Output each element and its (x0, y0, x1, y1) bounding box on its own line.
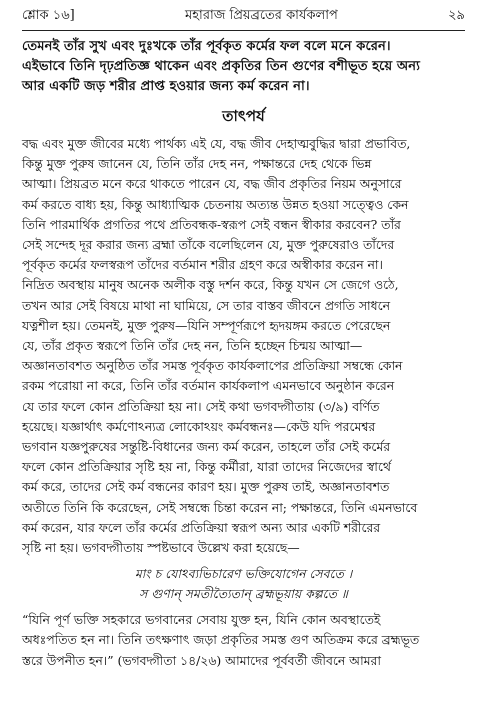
translation-line: আর একটি জড় শরীর প্রাপ্ত হওয়ার জন্য কর্ম করেন না। (22, 79, 310, 94)
purport-line: আত্মা। প্রিয়ব্রত মনে করে থাকতে পারেন যে, বদ্ধ জীব প্রকৃতির নিয়ম অনুসারে (22, 176, 402, 192)
quote-line: অধঃপতিত হন না। তিনি তৎক্ষণাৎ জড়া প্রকৃতির সমস্ত গুণ অতিক্রম করে ব্রহ্মভূত (22, 632, 420, 648)
verse-line: স গুণান্ সমতীত্যৈতান্ ব্রহ্মভূয়ায় কল্পতে ॥ (139, 586, 348, 602)
purport-line: নিদ্রিত অবস্থায় মানুষ অনেক অলীক বস্তু দর্শন করে, কিন্তু যখন সে জেগে ওঠে, (22, 277, 399, 293)
purport-line: ভগবান যজ্ঞপুরুষের সন্তুষ্টি-বিধানের জন্য কর্ম করেন, তাহলে তাঁর সেই কর্মের (22, 439, 391, 455)
purport-line: অজ্ঞানতাবশত অনুষ্ঠিত তাঁর সমস্ত পূর্বকৃত কার্যকলাপের প্রতিক্রিয়া সম্বন্ধে কোন (22, 358, 403, 374)
purport-heading: তাৎপর্য (222, 107, 265, 125)
verse-translation (22, 610, 465, 671)
header-rule (22, 30, 465, 31)
purport-line: কিন্তু মুক্ত পুরুষ জানেন যে, তিনি তাঁর দেহ নন, পক্ষান্তরে দেহ থেকে ভিন্ন (22, 156, 372, 172)
purport-line: হয়েছে। যজ্ঞার্থাৎ কর্মণোঽন্যত্র লোকোঽয়ং কর্মবন্ধনঃ—কেউ যদি পরমেশ্বর (22, 418, 376, 434)
translation-line: তেমনই তাঁর সুখ এবং দুঃখকে তাঁর পূর্বকৃত কর্মের ফল বলে মনে করেন। (22, 39, 391, 54)
purport-line: ফলে কোন প্রতিক্রিয়ার সৃষ্টি হয় না, কিন্তু কর্মীরা, যারা তাদের নিজেদের স্বার্থে (22, 459, 391, 475)
running-title: মহারাজ প্রিয়ব্রতের কার্যকলাপ (185, 8, 338, 23)
purport-body (22, 134, 465, 558)
page-number: ২৯ (448, 8, 465, 23)
purport-line: বদ্ধ এবং মুক্ত জীবের মধ্যে পার্থক্য এই যে, বদ্ধ জীব দেহাত্মবুদ্ধির দ্বারা প্রভাবিত, (22, 136, 411, 151)
quote-line: স্তরে উপনীত হন।” (ভগবদ্গীতা ১৪/২৬) আমাদের পূর্ববর্তী জীবনে আমরা (22, 652, 381, 668)
page-header (22, 6, 465, 28)
gita-verse (22, 564, 465, 604)
purport-line: যত্নশীল হয়। তেমনই, মুক্ত পুরুষ—যিনি সম্পূর্ণরূপে হৃদয়ঙ্গম করতে পেরেছেন (22, 317, 391, 333)
verse-line: মাং চ যোঽব্যভিচারেণ ভক্তিযোগেন সেবতে । (134, 566, 353, 582)
quote-line: “যিনি পূর্ণ ভক্তি সহকারে ভগবানের সেবায় যুক্ত হন, যিনি কোন অবস্থাতেই (22, 612, 381, 628)
purport-line: সৃষ্টি না হয়। ভগবদ্গীতায় স্পষ্টভাবে উল্লেখ করা হয়েছে— (22, 540, 300, 556)
purport-line: যে তার ফলে কোন প্রতিক্রিয়া হয় না। সেই কথা ভগবদ্গীতায় (৩/৯) বর্ণিত (22, 398, 380, 414)
purport-line: তখন আর সেই বিষয়ে মাথা না ঘামিয়ে, সে তার বাস্তব জীবনে প্রগতি সাধনে (22, 297, 390, 313)
purport-line: কর্ম করেন, যার ফলে তাঁর কর্মের প্রতিক্রিয়া স্বরূপ অন্য আর একটি শরীরের (22, 519, 381, 535)
purport-line: তিনি পারমার্থিক প্রগতির পথে প্রতিবন্ধক-স্বরূপ সেই বন্ধন স্বীকার করবেন? তাঁর (22, 216, 401, 232)
translation-line: এইভাবে তিনি দৃঢ়প্রতিজ্ঞ থাকেন এবং প্রকৃতির তিন গুণের বশীভূত হয়ে অন্য (22, 59, 420, 74)
purport-line: রকম পরোয়া না করে, তিনি তাঁর বর্তমান কার্যকলাপ এমনভাবে অনুষ্ঠান করেন (22, 378, 395, 394)
verse-reference: শ্লোক ১৬] (22, 8, 75, 23)
purport-line: সেই সন্দেহ দূর করার জন্য ব্রহ্মা তাঁকে বলেছিলেন যে, মুক্ত পুরুষেরাও তাঁদের (22, 237, 395, 253)
purport-line: কর্ম করতে বাধ্য হয়, কিন্তু আধ্যাত্মিক চেতনায় অত্যন্ত উন্নত হওয়া সত্ত্বেও কেন (22, 196, 409, 212)
purport-line: যে, তাঁর প্রকৃত স্বরূপে তিনি তাঁর দেহ নন, তিনি হচ্ছেন চিন্ময় আত্মা— (22, 338, 363, 354)
purport-line: পূর্বকৃত কর্মের ফলস্বরূপ তাঁদের বর্তমান শরীর গ্রহণ করে অস্বীকার করেন না। (22, 257, 383, 273)
translation-block (22, 37, 465, 97)
purport-line: কর্ম করে, তাদের সেই কর্ম বন্ধনের কারণ হয়। মুক্ত পুরুষ তাই, অজ্ঞানতাবশত (22, 479, 390, 495)
purport-line: অতীতে তিনি কি করেছেন, সেই সম্বন্ধে চিন্তা করেন না; পক্ষান্তরে, তিনি এমনভাবে (22, 499, 418, 515)
